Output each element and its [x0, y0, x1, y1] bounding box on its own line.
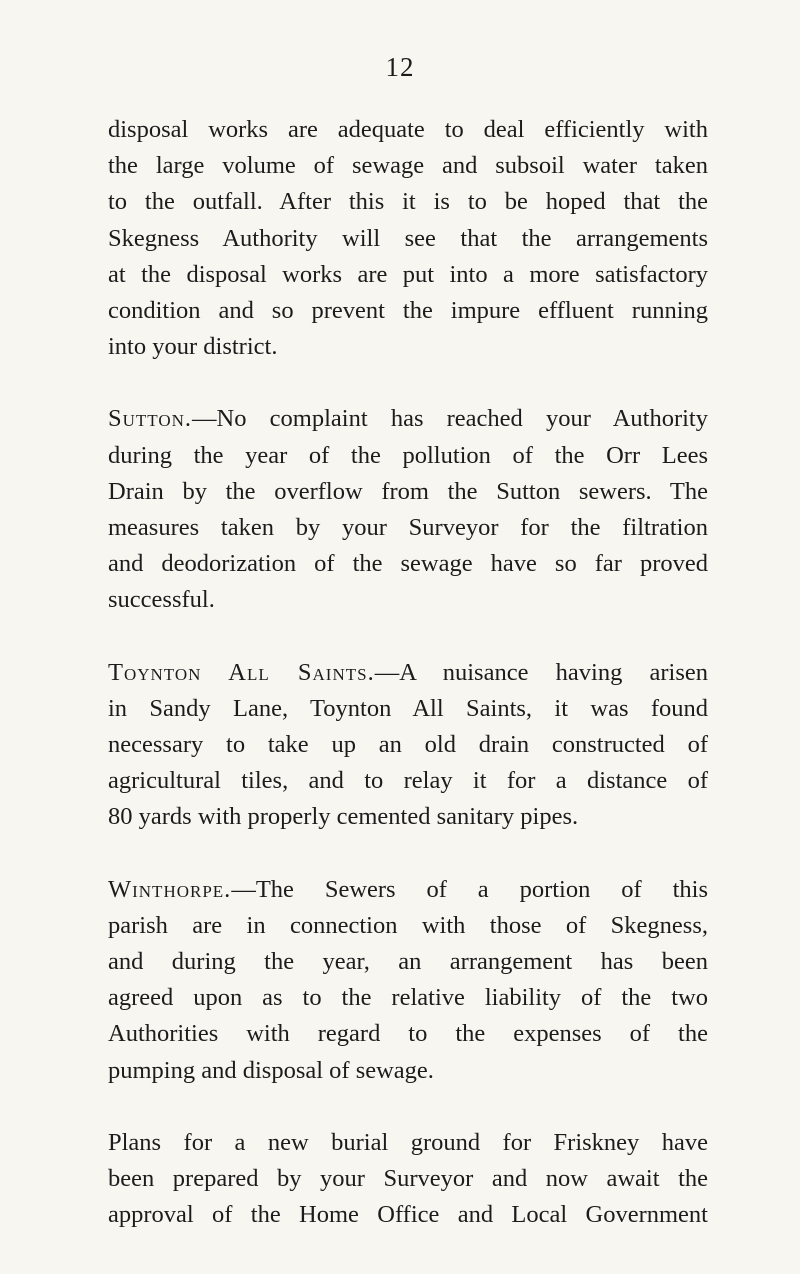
- text-line: measures taken by your Surveyor for the filtration: [108, 514, 708, 542]
- text-line: disposal works are adequate to deal efficiently with: [108, 116, 708, 143]
- text-line: in Sandy Lane, Toynton All Saints, it was found: [108, 694, 708, 722]
- text-line: agreed upon as to the relative liability of the two: [108, 984, 708, 1012]
- text-line-rest: —The Sewers of a portion of this: [231, 875, 708, 903]
- text-line: necessary to take up an old drain constructed of: [108, 731, 708, 759]
- text-line: Authorities with regard to the expenses of the: [108, 1020, 708, 1048]
- text-line: 80 yards with properly cemented sanitary pipes.: [108, 803, 579, 831]
- text-line: condition and so prevent the impure effluent running: [108, 297, 708, 325]
- paragraph-winthorpe: [108, 872, 708, 1089]
- text-line: [108, 655, 708, 691]
- text-line: the large volume of sewage and subsoil water taken: [108, 152, 708, 180]
- text-line: during the year of the pollution of the Orr Lees: [108, 441, 708, 469]
- page-number: 12: [385, 52, 415, 82]
- text-line: Plans for a new burial ground for Friskney have: [108, 1128, 708, 1156]
- text-line-rest: —A nuisance having arisen: [374, 658, 708, 686]
- section-heading-toynton: Toynton All Saints.: [108, 658, 375, 686]
- text-line: at the disposal works are put into a more satisfactory: [108, 260, 708, 288]
- text-line: [108, 401, 708, 437]
- text-line: pumping and disposal of sewage.: [108, 1056, 434, 1084]
- text-line: agricultural tiles, and to relay it for a distance of: [108, 767, 708, 795]
- paragraph-disposal-works: [108, 112, 708, 365]
- body-text: [108, 112, 708, 1269]
- text-line: approval of the Home Office and Local Government: [108, 1201, 708, 1229]
- text-line: [108, 872, 708, 908]
- text-line: and deodorization of the sewage have so far proved: [108, 550, 708, 578]
- paragraph-burial-ground: [108, 1125, 708, 1234]
- text-line: Skegness Authority will see that the arrangements: [108, 224, 708, 252]
- text-line: successful.: [108, 586, 215, 614]
- section-heading-sutton: Sutton.: [108, 405, 193, 433]
- section-heading-winthorpe: Winthorpe.: [108, 875, 232, 903]
- paragraph-toynton-all-saints: [108, 655, 708, 836]
- text-line: been prepared by your Surveyor and now await the: [108, 1165, 708, 1193]
- text-line: to the outfall. After this it is to be hoped that the: [108, 188, 708, 216]
- text-line: and during the year, an arrangement has been: [108, 948, 708, 976]
- text-line-rest: —No complaint has reached your Authority: [192, 405, 708, 433]
- text-line: Drain by the overflow from the Sutton sewers. The: [108, 477, 708, 505]
- text-line: into your district.: [108, 333, 278, 361]
- text-line: parish are in connection with those of Skegness,: [108, 911, 708, 939]
- paragraph-sutton: [108, 401, 708, 618]
